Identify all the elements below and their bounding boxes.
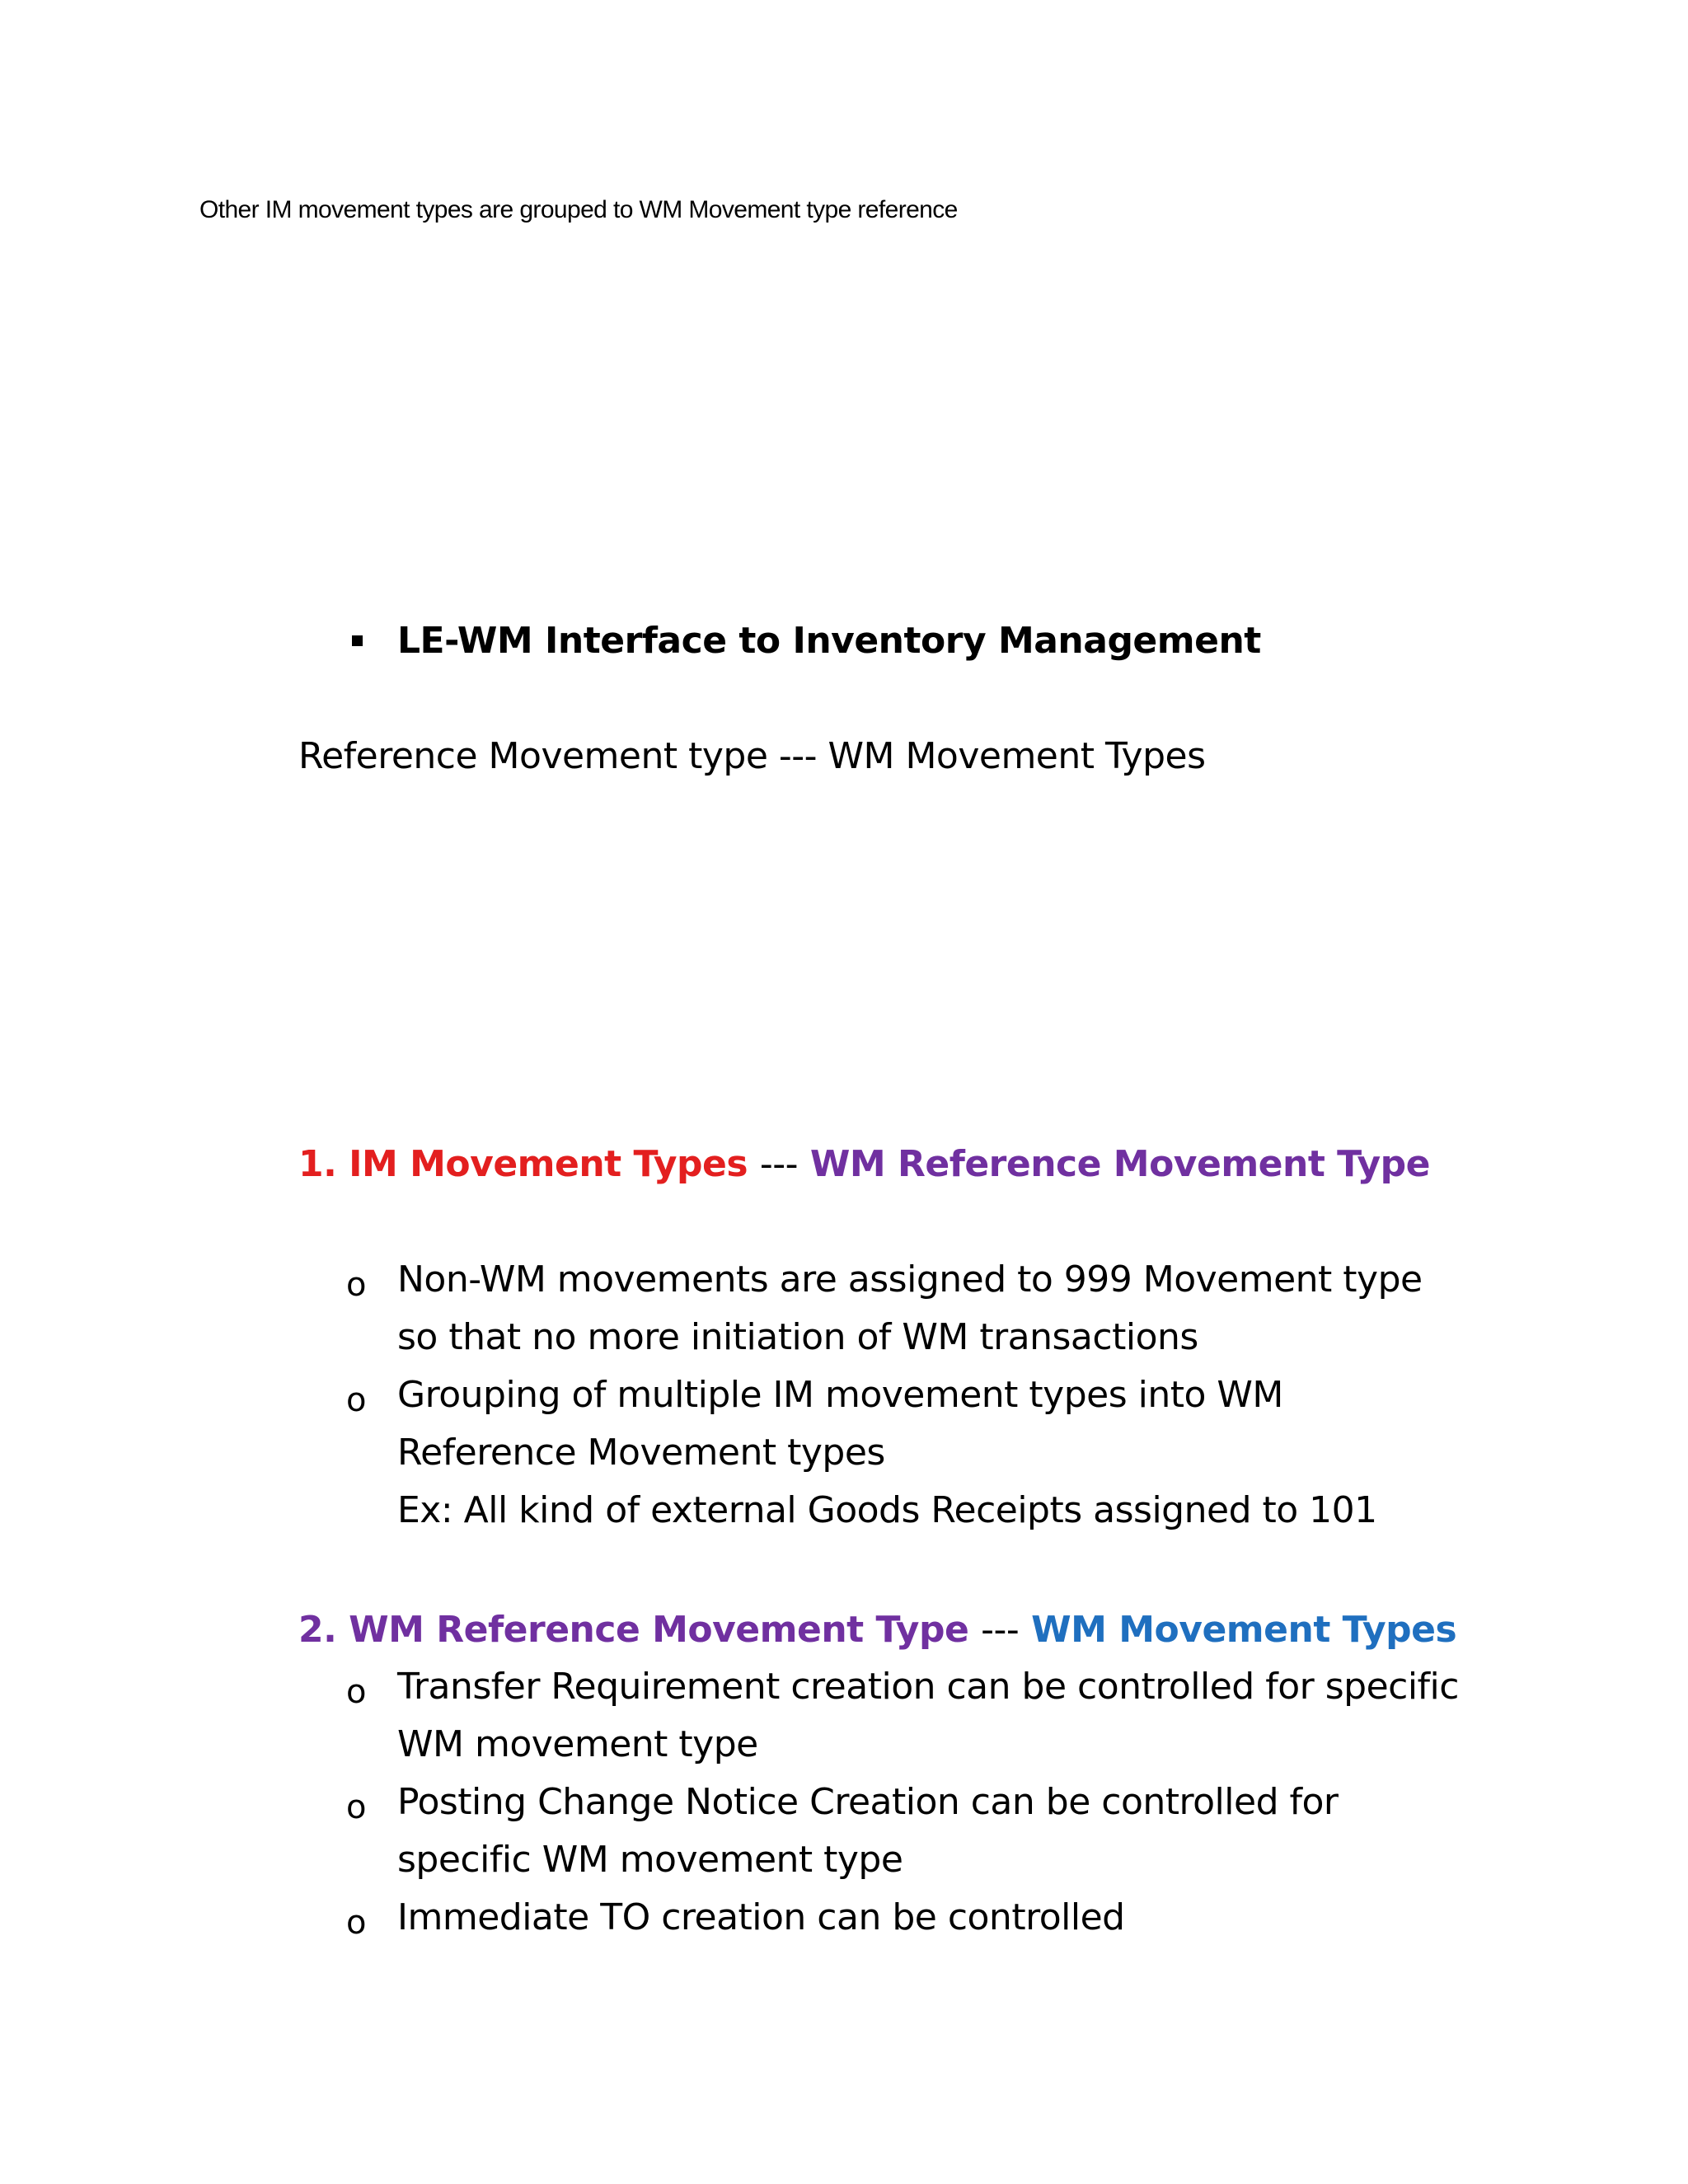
section1-item1-line1: Non-WM movements are assigned to 999 Movement type <box>397 1258 1423 1301</box>
section2-target-label: WM Movement Types <box>1031 1609 1457 1651</box>
section2-title <box>298 1609 1456 1651</box>
section1-separator: --- <box>759 1143 798 1185</box>
section2-item2-line2: specific WM movement type <box>397 1839 903 1881</box>
section2-item3-line1: Immediate TO creation can be controlled <box>397 1896 1125 1938</box>
section1-item1-line2: so that no more initiation of WM transactions <box>397 1316 1198 1358</box>
circle-bullet-icon: o <box>346 1266 366 1304</box>
section2-item1-line1: Transfer Requirement creation can be controlled for specific <box>397 1666 1459 1708</box>
circle-bullet-icon: o <box>346 1788 366 1826</box>
section1-target-label: WM Reference Movement Type <box>809 1143 1430 1185</box>
page-heading: LE-WM Interface to Inventory Management <box>397 620 1261 662</box>
section1-item2-line2: Reference Movement types <box>397 1432 885 1474</box>
circle-bullet-icon: o <box>346 1904 366 1942</box>
intro-text: Other IM movement types are grouped to WM Movement type reference <box>199 196 958 223</box>
section1-item2-line3: Ex: All kind of external Goods Receipts assigned to 101 <box>397 1489 1377 1531</box>
section2-number-label: 2. WM Reference Movement Type <box>298 1609 969 1651</box>
circle-bullet-icon: o <box>346 1381 366 1419</box>
square-bullet-icon <box>352 635 363 646</box>
section1-item2-line1: Grouping of multiple IM movement types into WM <box>397 1374 1283 1416</box>
section2-separator: --- <box>981 1609 1020 1651</box>
section1-number-label: 1. IM Movement Types <box>298 1143 748 1185</box>
section2-item1-line2: WM movement type <box>397 1723 758 1765</box>
circle-bullet-icon: o <box>346 1673 366 1711</box>
section1-title <box>298 1143 1430 1185</box>
section2-item2-line1: Posting Change Notice Creation can be controlled for <box>397 1781 1339 1823</box>
reference-line: Reference Movement type --- WM Movement Types <box>298 735 1206 777</box>
